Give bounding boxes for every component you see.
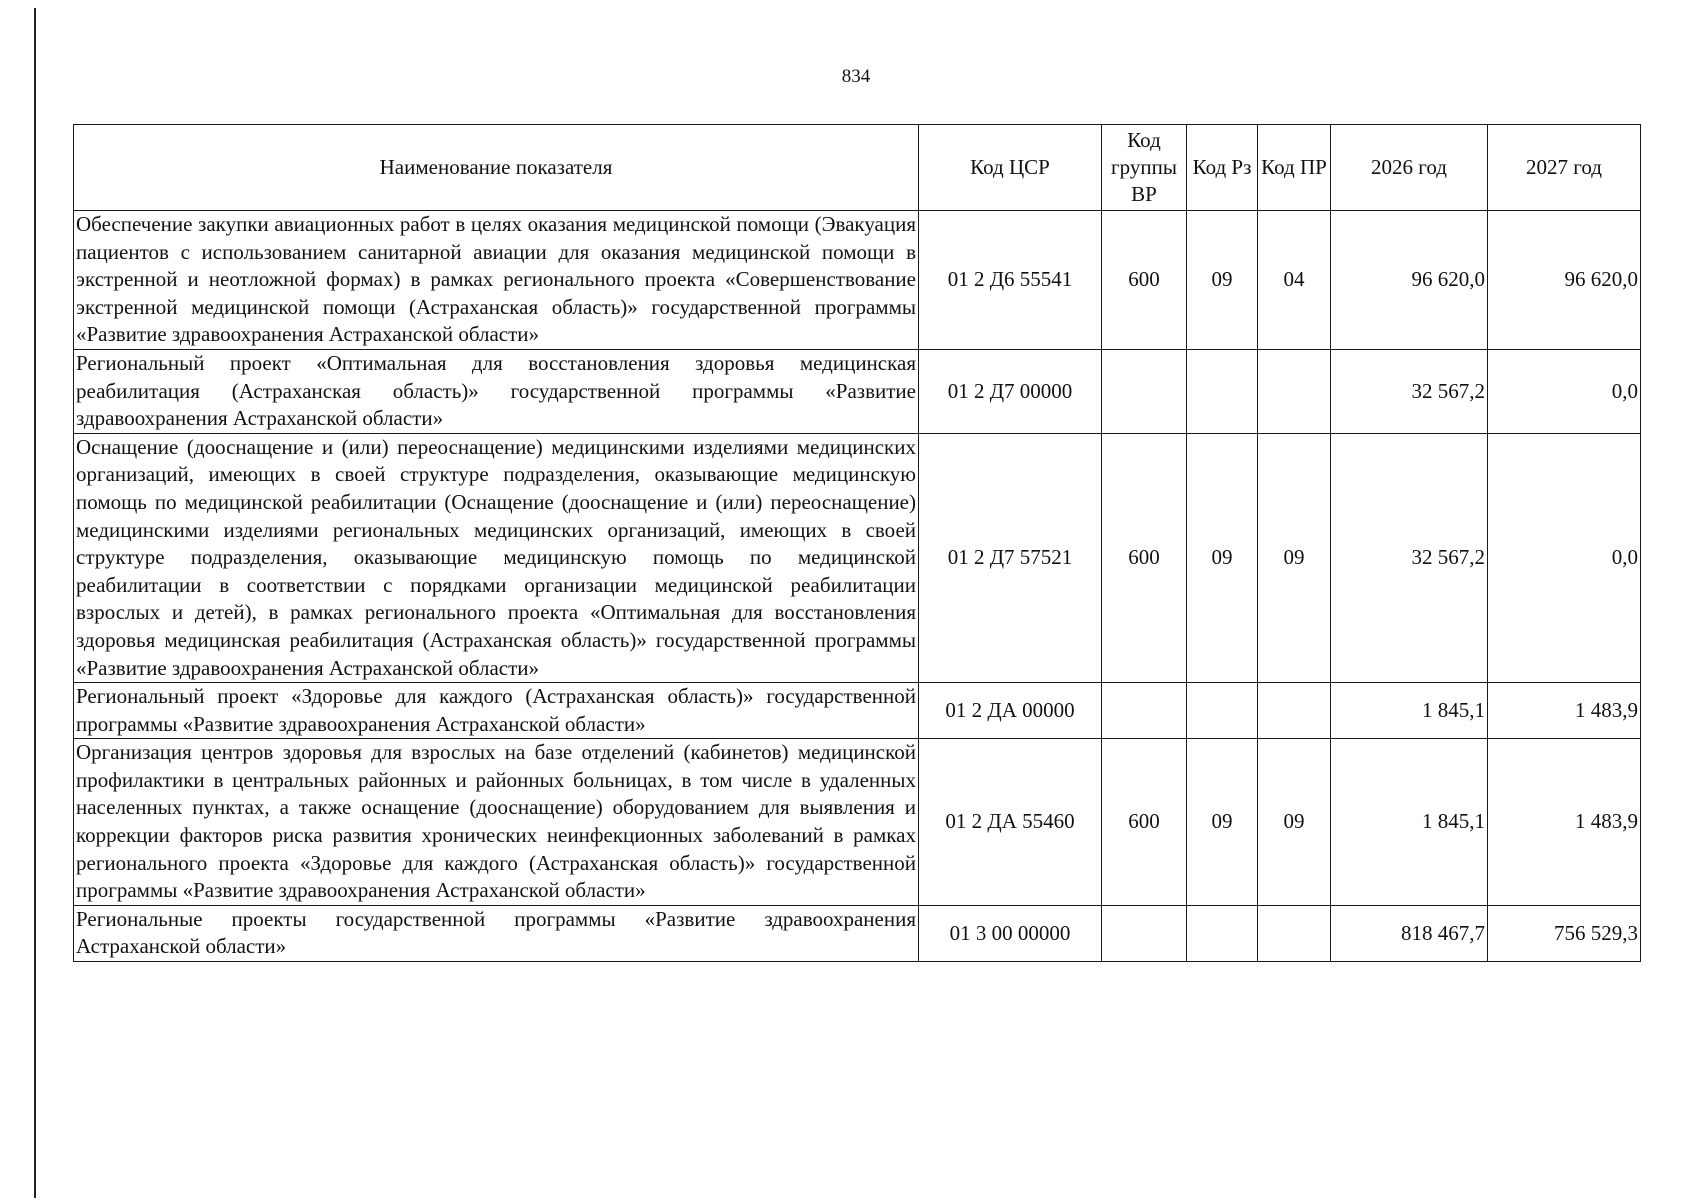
header-pr: Код ПР xyxy=(1258,125,1331,211)
cell-name: Обеспечение закупки авиационных работ в целях оказания медицинской помощи (Эвакуация пациентов с использованием санитарной авиации для оказания медицинской помощи в экстренной и неотложной формах) в рамках регионального проекта «Совершенствование экстренной медицинской помощи (Астраханская область)» государственной программы «Развитие здравоохранения Астраханской области» xyxy=(74,211,919,350)
budget-table xyxy=(73,124,1641,962)
cell-rz xyxy=(1187,905,1258,961)
cell-rz: 09 xyxy=(1187,211,1258,350)
cell-csr: 01 2 Д7 00000 xyxy=(919,349,1102,433)
header-vr: Код группы ВР xyxy=(1102,125,1187,211)
cell-pr: 04 xyxy=(1258,211,1331,350)
cell-2027: 0,0 xyxy=(1488,433,1641,682)
header-name: Наименование показателя xyxy=(74,125,919,211)
cell-vr xyxy=(1102,683,1187,739)
cell-pr xyxy=(1258,905,1331,961)
cell-pr: 09 xyxy=(1258,433,1331,682)
cell-pr xyxy=(1258,683,1331,739)
cell-2027: 0,0 xyxy=(1488,349,1641,433)
cell-name: Региональный проект «Здоровье для каждого (Астраханская область)» государственной программы «Развитие здравоохранения Астраханской области» xyxy=(74,683,919,739)
table-row xyxy=(74,433,1641,682)
header-2026: 2026 год xyxy=(1331,125,1488,211)
cell-2027: 1 483,9 xyxy=(1488,683,1641,739)
page-number xyxy=(0,66,1697,88)
cell-2026: 32 567,2 xyxy=(1331,433,1488,682)
table-header-row xyxy=(74,125,1641,211)
cell-csr: 01 2 ДА 55460 xyxy=(919,739,1102,906)
cell-name: Оснащение (дооснащение и (или) переоснащение) медицинскими изделиями медицинских организаций, имеющих в своей структуре подразделения, оказывающие медицинскую помощь по медицинской реабилитации (Оснащение (дооснащение и (или) переоснащение) медицинскими изделиями региональных медицинских организаций, имеющих в своей структуре подразделения, оказывающие медицинскую помощь по медицинской реабилитации в соответствии с порядками организации медицинской реабилитации взрослых и детей), в рамках регионального проекта «Оптимальная для восстановления здоровья медицинская реабилитация (Астраханская область)» государственной программы «Развитие здравоохранения Астраханской области» xyxy=(74,433,919,682)
header-rz: Код Рз xyxy=(1187,125,1258,211)
table-row xyxy=(74,905,1641,961)
cell-rz xyxy=(1187,349,1258,433)
cell-name: Региональный проект «Оптимальная для восстановления здоровья медицинская реабилитация (Астраханская область)» государственной программы «Развитие здравоохранения Астраханской области» xyxy=(74,349,919,433)
cell-2026: 818 467,7 xyxy=(1331,905,1488,961)
cell-2026: 1 845,1 xyxy=(1331,683,1488,739)
cell-csr: 01 2 ДА 00000 xyxy=(919,683,1102,739)
header-csr: Код ЦСР xyxy=(919,125,1102,211)
cell-csr: 01 2 Д6 55541 xyxy=(919,211,1102,350)
cell-vr: 600 xyxy=(1102,211,1187,350)
table-row xyxy=(74,349,1641,433)
page-number-text: 834 xyxy=(841,66,871,87)
page-margin-line xyxy=(34,8,36,1198)
cell-pr: 09 xyxy=(1258,739,1331,906)
cell-vr: 600 xyxy=(1102,433,1187,682)
cell-rz: 09 xyxy=(1187,433,1258,682)
table-row xyxy=(74,683,1641,739)
cell-name: Региональные проекты государственной программы «Развитие здравоохранения Астраханской области» xyxy=(74,905,919,961)
cell-2026: 96 620,0 xyxy=(1331,211,1488,350)
cell-2027: 96 620,0 xyxy=(1488,211,1641,350)
table-row xyxy=(74,211,1641,350)
cell-2026: 1 845,1 xyxy=(1331,739,1488,906)
header-2027: 2027 год xyxy=(1488,125,1641,211)
cell-vr xyxy=(1102,905,1187,961)
table-row xyxy=(74,739,1641,906)
cell-2027: 1 483,9 xyxy=(1488,739,1641,906)
cell-rz xyxy=(1187,683,1258,739)
cell-name: Организация центров здоровья для взрослых на базе отделений (кабинетов) медицинской профилактики в центральных районных и районных больницах, в том числе в удаленных населенных пунктах, а также оснащение (дооснащение) оборудованием для выявления и коррекции факторов риска развития хронических неинфекционных заболеваний в рамках регионального проекта «Здоровье для каждого (Астраханская область)» государственной программы «Развитие здравоохранения Астраханской области» xyxy=(74,739,919,906)
cell-2027: 756 529,3 xyxy=(1488,905,1641,961)
cell-2026: 32 567,2 xyxy=(1331,349,1488,433)
cell-rz: 09 xyxy=(1187,739,1258,906)
cell-csr: 01 3 00 00000 xyxy=(919,905,1102,961)
cell-vr: 600 xyxy=(1102,739,1187,906)
cell-pr xyxy=(1258,349,1331,433)
cell-vr xyxy=(1102,349,1187,433)
cell-csr: 01 2 Д7 57521 xyxy=(919,433,1102,682)
